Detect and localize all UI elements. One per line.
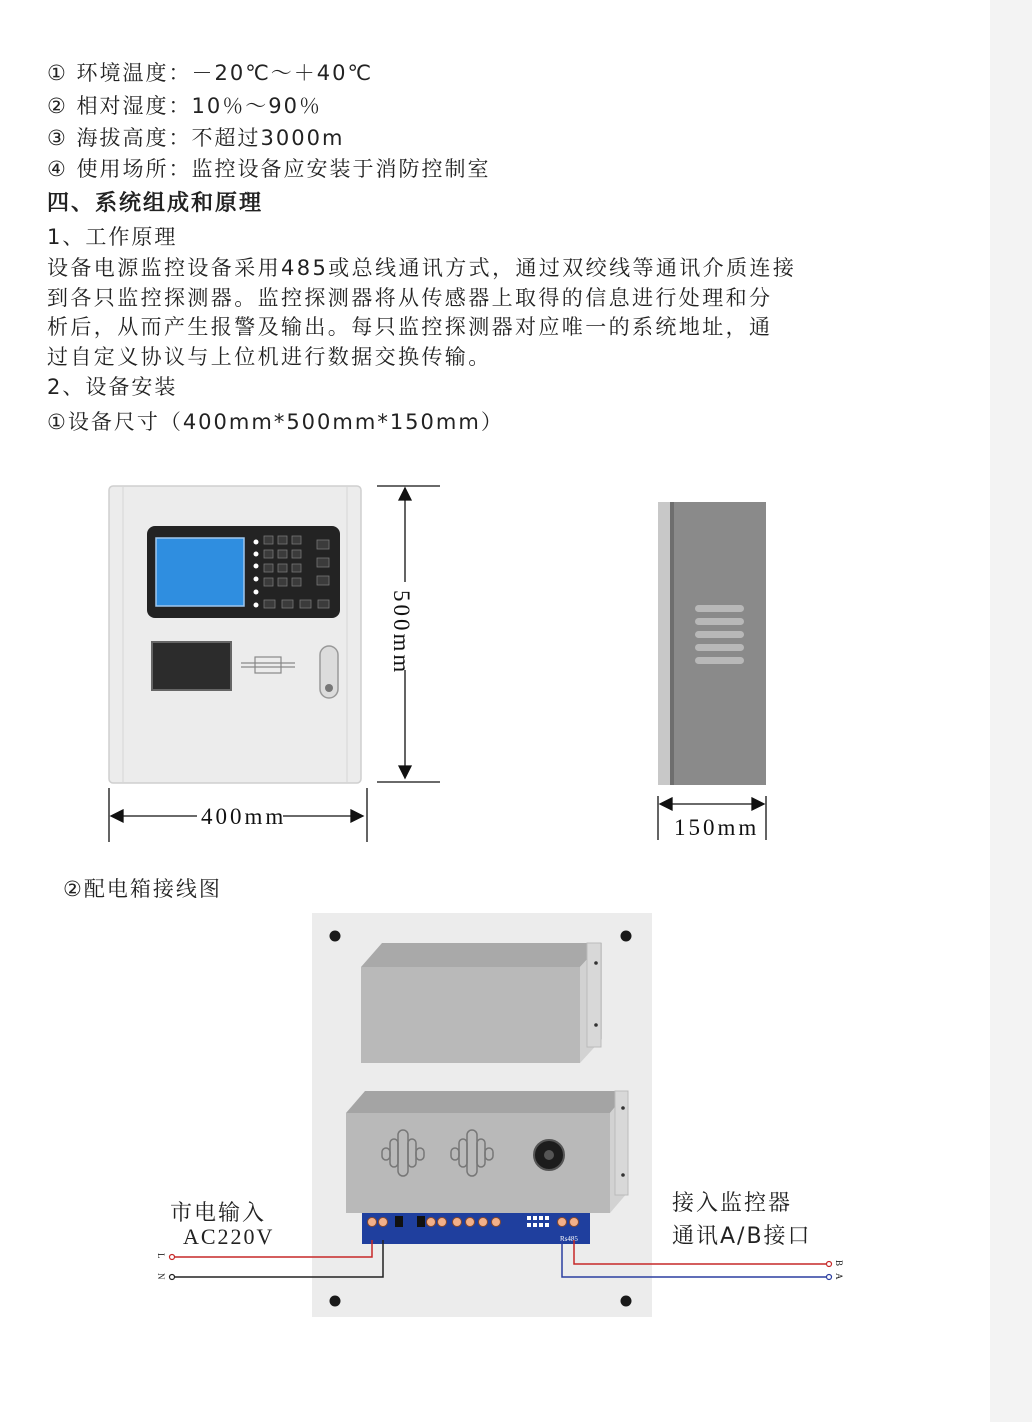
upper-module-box: [361, 943, 602, 1063]
height-label: 500mm: [389, 590, 414, 676]
paragraph-line: 到各只监控探测器。监控探测器将从传感器上取得的信息进行处理和分: [47, 285, 773, 310]
device-size-line: ①设备尺寸（400mm*500mm*150mm）: [47, 410, 504, 434]
monitor-connection-label: 接入监控器: [672, 1191, 793, 1216]
wiring-caption: ②配电箱接线图: [63, 877, 222, 901]
wire-b-label: B: [834, 1260, 844, 1267]
wire-a-label: A: [834, 1273, 844, 1280]
wire-n-label: N: [156, 1273, 166, 1280]
mains-input-label: 市电输入: [170, 1201, 267, 1226]
subheading-installation: 2、设备安装: [47, 375, 178, 399]
principle-paragraph: [47, 254, 887, 372]
paragraph-line: 设备电源监控设备采用485或总线通讯方式，通过双绞线等通讯介质连接: [47, 256, 797, 280]
monitor-module-box: [346, 1091, 628, 1213]
wiring-diagram: [150, 905, 870, 1325]
lock-handle: [320, 646, 338, 698]
depth-label: 150mm: [674, 815, 760, 840]
paragraph-line: 过自定义协议与上位机进行数据交换传输。: [47, 344, 492, 369]
buzzer: [534, 1140, 564, 1170]
paragraph-line: 析后，从而产生报警及输出。每只监控探测器对应唯一的系统地址，通: [47, 315, 773, 339]
wire-l-label: L: [156, 1253, 166, 1259]
location-line: ④ 使用场所：监控设备应安装于消防控制室: [47, 157, 491, 181]
display-window: [152, 642, 231, 690]
humidity-line: ② 相对湿度：10％～90％: [47, 94, 322, 118]
lcd-screen: [156, 538, 244, 606]
env-temp-line: ① 环境温度：－20℃～＋40℃: [47, 61, 374, 85]
rs485-terminal-label: Rs485: [560, 1235, 578, 1243]
subheading-principle: 1、工作原理: [47, 225, 178, 249]
page-edge-shadow: [990, 0, 1032, 1422]
mains-voltage-label: AC220V: [183, 1224, 275, 1249]
width-label: 400mm: [201, 804, 287, 829]
device-dimension-figure: [95, 470, 815, 850]
section-heading: 四、系统组成和原理: [47, 191, 264, 216]
cabinet-side-body: [658, 502, 766, 785]
monitor-interface-label: 通讯A/B接口: [672, 1224, 812, 1249]
altitude-line: ③ 海拔高度：不超过3000m: [47, 126, 345, 150]
